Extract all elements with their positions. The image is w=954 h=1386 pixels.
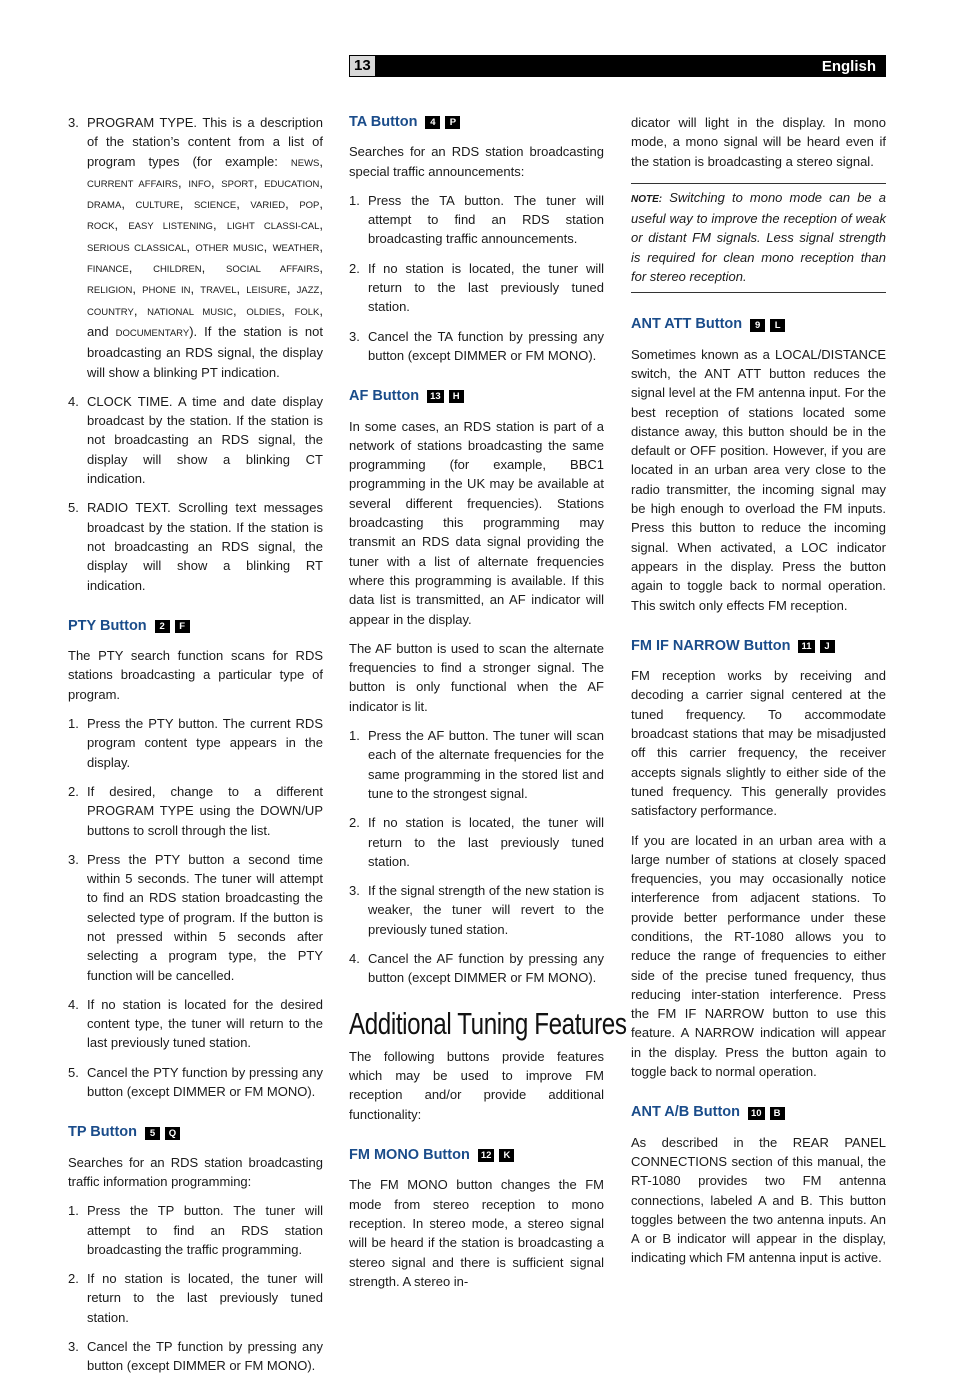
- af-paragraph-2: The AF button is used to scan the alternate frequencies to find a stronger signal. The button is only functional when the AF indicator is lit.: [349, 640, 604, 714]
- note-text: Switching to mono mode can be a useful way to improve the reception of weak or distant FM signals. Less signal strength is required for clean mono reception than for stereo reception.: [631, 189, 886, 285]
- key-badge: 10: [748, 1107, 765, 1120]
- key-badge: 5: [145, 1127, 160, 1140]
- fm-mono-button-heading: FM MONO Button 12 K: [349, 1146, 604, 1165]
- key-badge: L: [770, 319, 785, 332]
- list-item: 4. Cancel the AF function by pressing any button (except DIMMER or FM MONO).: [349, 950, 604, 986]
- additional-intro: The following buttons provide features which may be used to improve FM reception and/or provide additional functionality:: [349, 1048, 604, 1122]
- ant-att-paragraph: Sometimes known as a LOCAL/DISTANCE switch, the ANT ATT button reduces the signal level at the FM antenna input. For the best reception of stations located some distance away, this button should be in the default or OFF position. However, if you are located in an urban area very close to the radio transmitter, the incoming signal may be high enough to overload the FM inputs. Press this button to reduce the incoming signal. When activated, a LOC indicator appears in the display. Press the button again to toggle back to normal operation. This switch only effects FM reception.: [631, 346, 886, 613]
- column-3: [631, 113, 886, 1278]
- fm-mono-continued: dicator will light in the display. In mono mode, a mono signal will be heard even if the station is broadcasting a stereo signal.: [631, 115, 886, 169]
- list-item: 2. If no station is located, the tuner will return to the last previously tuned station.: [349, 815, 604, 869]
- pty-button-heading: PTY Button 2 F: [68, 617, 323, 636]
- ta-steps: [349, 191, 604, 365]
- rds-info-list: [68, 113, 323, 595]
- list-item: 3. PROGRAM TYPE. This is a description of the station’s content from a list of program types (for example: NEWS, CURRENT AFFAIRS, INFO, SPORT, EDUCATION, DRAMA, CULTURE, SCIENCE, VARIED, POP, ROCK, EASY LISTENING, LIGHT CLASSI-CAL, SERIOUS CLASSICAL, OTHER MUSIC, WEATHER, FINANCE, CHILDREN, SOCIAL AFFAIRS, RELIGION, PHONE IN, TRAVEL, LEISURE, JAZZ, COUNTRY, NATIONAL MUSIC, OLDIES, FOLK, and DOCUMENTARY). If the station is not broadcasting an RDS signal, the display will show a blinking PT indication.: [68, 113, 323, 382]
- list-item: 1. Press the TP button. The tuner will attempt to find an RDS station broadcasting the traffic programming.: [68, 1203, 323, 1257]
- list-item: 5. RADIO TEXT. Scrolling text messages broadcast by the station. If the station is not broadcasting an RDS signal, the display will show a blinking RT indication.: [68, 500, 323, 593]
- key-badge: J: [820, 640, 835, 653]
- fm-if-paragraph-2: If you are located in an urban area with a large number of stations at closely spaced frequencies, you may occasionally notice interference from adjacent stations. To provide better performance under these conditions, the RT-1080 allows you to reduce the range of frequencies to either side of the precise tuned frequency, thus reducing inter-station interference. Press the FM IF NARROW button to use this feature. A NARROW indication will appear in the display. Press the button again to toggle back to normal operation.: [631, 832, 886, 1080]
- key-badge: F: [175, 620, 190, 633]
- note-box: [631, 183, 886, 293]
- list-item: 2. If no station is located, the tuner will return to the last previously tuned station.: [349, 260, 604, 315]
- language-label: English: [821, 57, 876, 75]
- pty-steps: [68, 714, 323, 1101]
- key-badge: H: [449, 390, 464, 403]
- list-item: 4. CLOCK TIME. A time and date display broadcast by the station. If the station is not broadcasting an RDS signal, the display will show a blinking CT indication.: [68, 393, 323, 487]
- list-item: 4. If no station is located for the desired content type, the tuner will return to the last previously tuned station.: [68, 996, 323, 1051]
- key-badge: 4: [425, 116, 440, 129]
- key-badge: Q: [165, 1127, 180, 1140]
- fm-if-narrow-button-heading: FM IF NARROW Button 11 J: [631, 637, 886, 656]
- key-badge: 12: [478, 1149, 495, 1162]
- ta-button-heading: TA Button 4 P: [349, 113, 604, 132]
- key-badge: 11: [798, 640, 814, 653]
- key-badge: 9: [750, 319, 765, 332]
- page-number: 13: [350, 56, 375, 76]
- pty-intro: The PTY search function scans for RDS stations broadcasting a particular type of program.: [68, 648, 323, 702]
- fm-mono-paragraph: The FM MONO button changes the FM mode from stereo reception to mono reception. In stereo mode, a stereo signal will be heard if the station is broadcasting a stereo signal and there is sufficient signal strength. A stereo in-: [349, 1177, 604, 1289]
- af-steps: [349, 726, 604, 988]
- key-badge: 2: [155, 620, 170, 633]
- column-1: [68, 113, 323, 1386]
- list-item: 2. If desired, change to a different PROGRAM TYPE using the DOWN/UP buttons to scroll through the list.: [68, 783, 323, 838]
- note-label: NOTE:: [631, 193, 663, 205]
- list-item: 3. Cancel the TA function by pressing any button (except DIMMER or FM MONO).: [349, 328, 604, 363]
- af-paragraph-1: In some cases, an RDS station is part of a network of stations broadcasting the same programming (for example, BBC1 programming in the UK may be available at several different frequencies). Stations broadcasting this programming may transmit an RDS data signal providing the tuner with a list of alternate frequencies where this programming is available. If this data list is transmitted, an AF indicator will appear in the display.: [349, 418, 604, 627]
- list-item: 1. Press the AF button. The tuner will scan each of the alternate frequencies for the same programming in the stored list and tune to the strongest signal.: [349, 728, 604, 801]
- key-badge: K: [499, 1149, 514, 1162]
- tp-button-heading: TP Button 5 Q: [68, 1123, 323, 1142]
- program-type-text: PROGRAM TYPE. This is a description of the station’s content from a list of program types (for example: NEWS, CURRENT AFFAIRS, INFO, SPORT, EDUCATION, DRAMA, CULTURE, SCIENCE, VARIED, POP, ROCK, EASY LISTENING, LIGHT CLASSI-CAL, SERIOUS CLASSICAL, OTHER MUSIC, WEATHER, FINANCE, CHILDREN, SOCIAL AFFAIRS, RELIGION, PHONE IN, TRAVEL, LEISURE, JAZZ, COUNTRY, NATIONAL MUSIC, OLDIES, FOLK, and DOCUMENTARY). If the station is not broadcasting an RDS signal, the display will show a blinking PT indication.: [87, 115, 324, 380]
- ta-intro: Searches for an RDS station broadcasting special traffic announcements:: [349, 144, 604, 179]
- list-item: 3. If the signal strength of the new station is weaker, the tuner will revert to the previously tuned station.: [349, 883, 604, 937]
- page-header-bar: [349, 55, 886, 77]
- tp-intro: Searches for an RDS station broadcasting traffic information programming:: [68, 1154, 323, 1189]
- fm-if-paragraph-1: FM reception works by receiving and decoding a carrier signal centered at the tuned frequency. To accommodate broadcast stations that may be misadjusted off this carrier frequency, the receiver accepts signals slightly to either side of the tuned frequency. This generally provides satisfactory performance.: [631, 668, 886, 819]
- tp-steps: [68, 1201, 323, 1375]
- ant-ab-paragraph: As described in the REAR PANEL CONNECTIONS section of this manual, the RT-1080 provides two FM antenna connections, labeled A and B. This button toggles between the two antenna inputs. An A or B indicator will appear in the display, indicating which FM antenna input is active.: [631, 1134, 886, 1266]
- list-item: 3. Cancel the TP function by pressing any button (except DIMMER or FM MONO).: [68, 1339, 323, 1374]
- list-item: 1. Press the TA button. The tuner will attempt to find an RDS station broadcasting traffic announcements.: [349, 192, 604, 247]
- ant-att-button-heading: ANT ATT Button 9 L: [631, 315, 886, 334]
- af-button-heading: AF Button 13 H: [349, 387, 604, 406]
- list-item: 2. If no station is located, the tuner will return to the last previously tuned station.: [68, 1271, 323, 1325]
- section-title: Additional Tuning Features: [349, 1005, 627, 1041]
- list-item: 1. Press the PTY button. The current RDS program content type appears in the display.: [68, 716, 323, 770]
- list-item: 3. Press the PTY button a second time within 5 seconds. The tuner will attempt to find an RDS station broadcasting the selected type of program. If the button is not pressed within 5 seconds after selecting a program type, the PTY function will be cancelled.: [68, 851, 323, 983]
- key-badge: P: [445, 116, 460, 129]
- column-2: [349, 113, 627, 1301]
- ant-ab-button-heading: ANT A/B Button 10 B: [631, 1103, 886, 1122]
- key-badge: 13: [427, 390, 444, 403]
- key-badge: B: [770, 1107, 785, 1120]
- list-item: 5. Cancel the PTY function by pressing any button (except DIMMER or FM MONO).: [68, 1064, 323, 1100]
